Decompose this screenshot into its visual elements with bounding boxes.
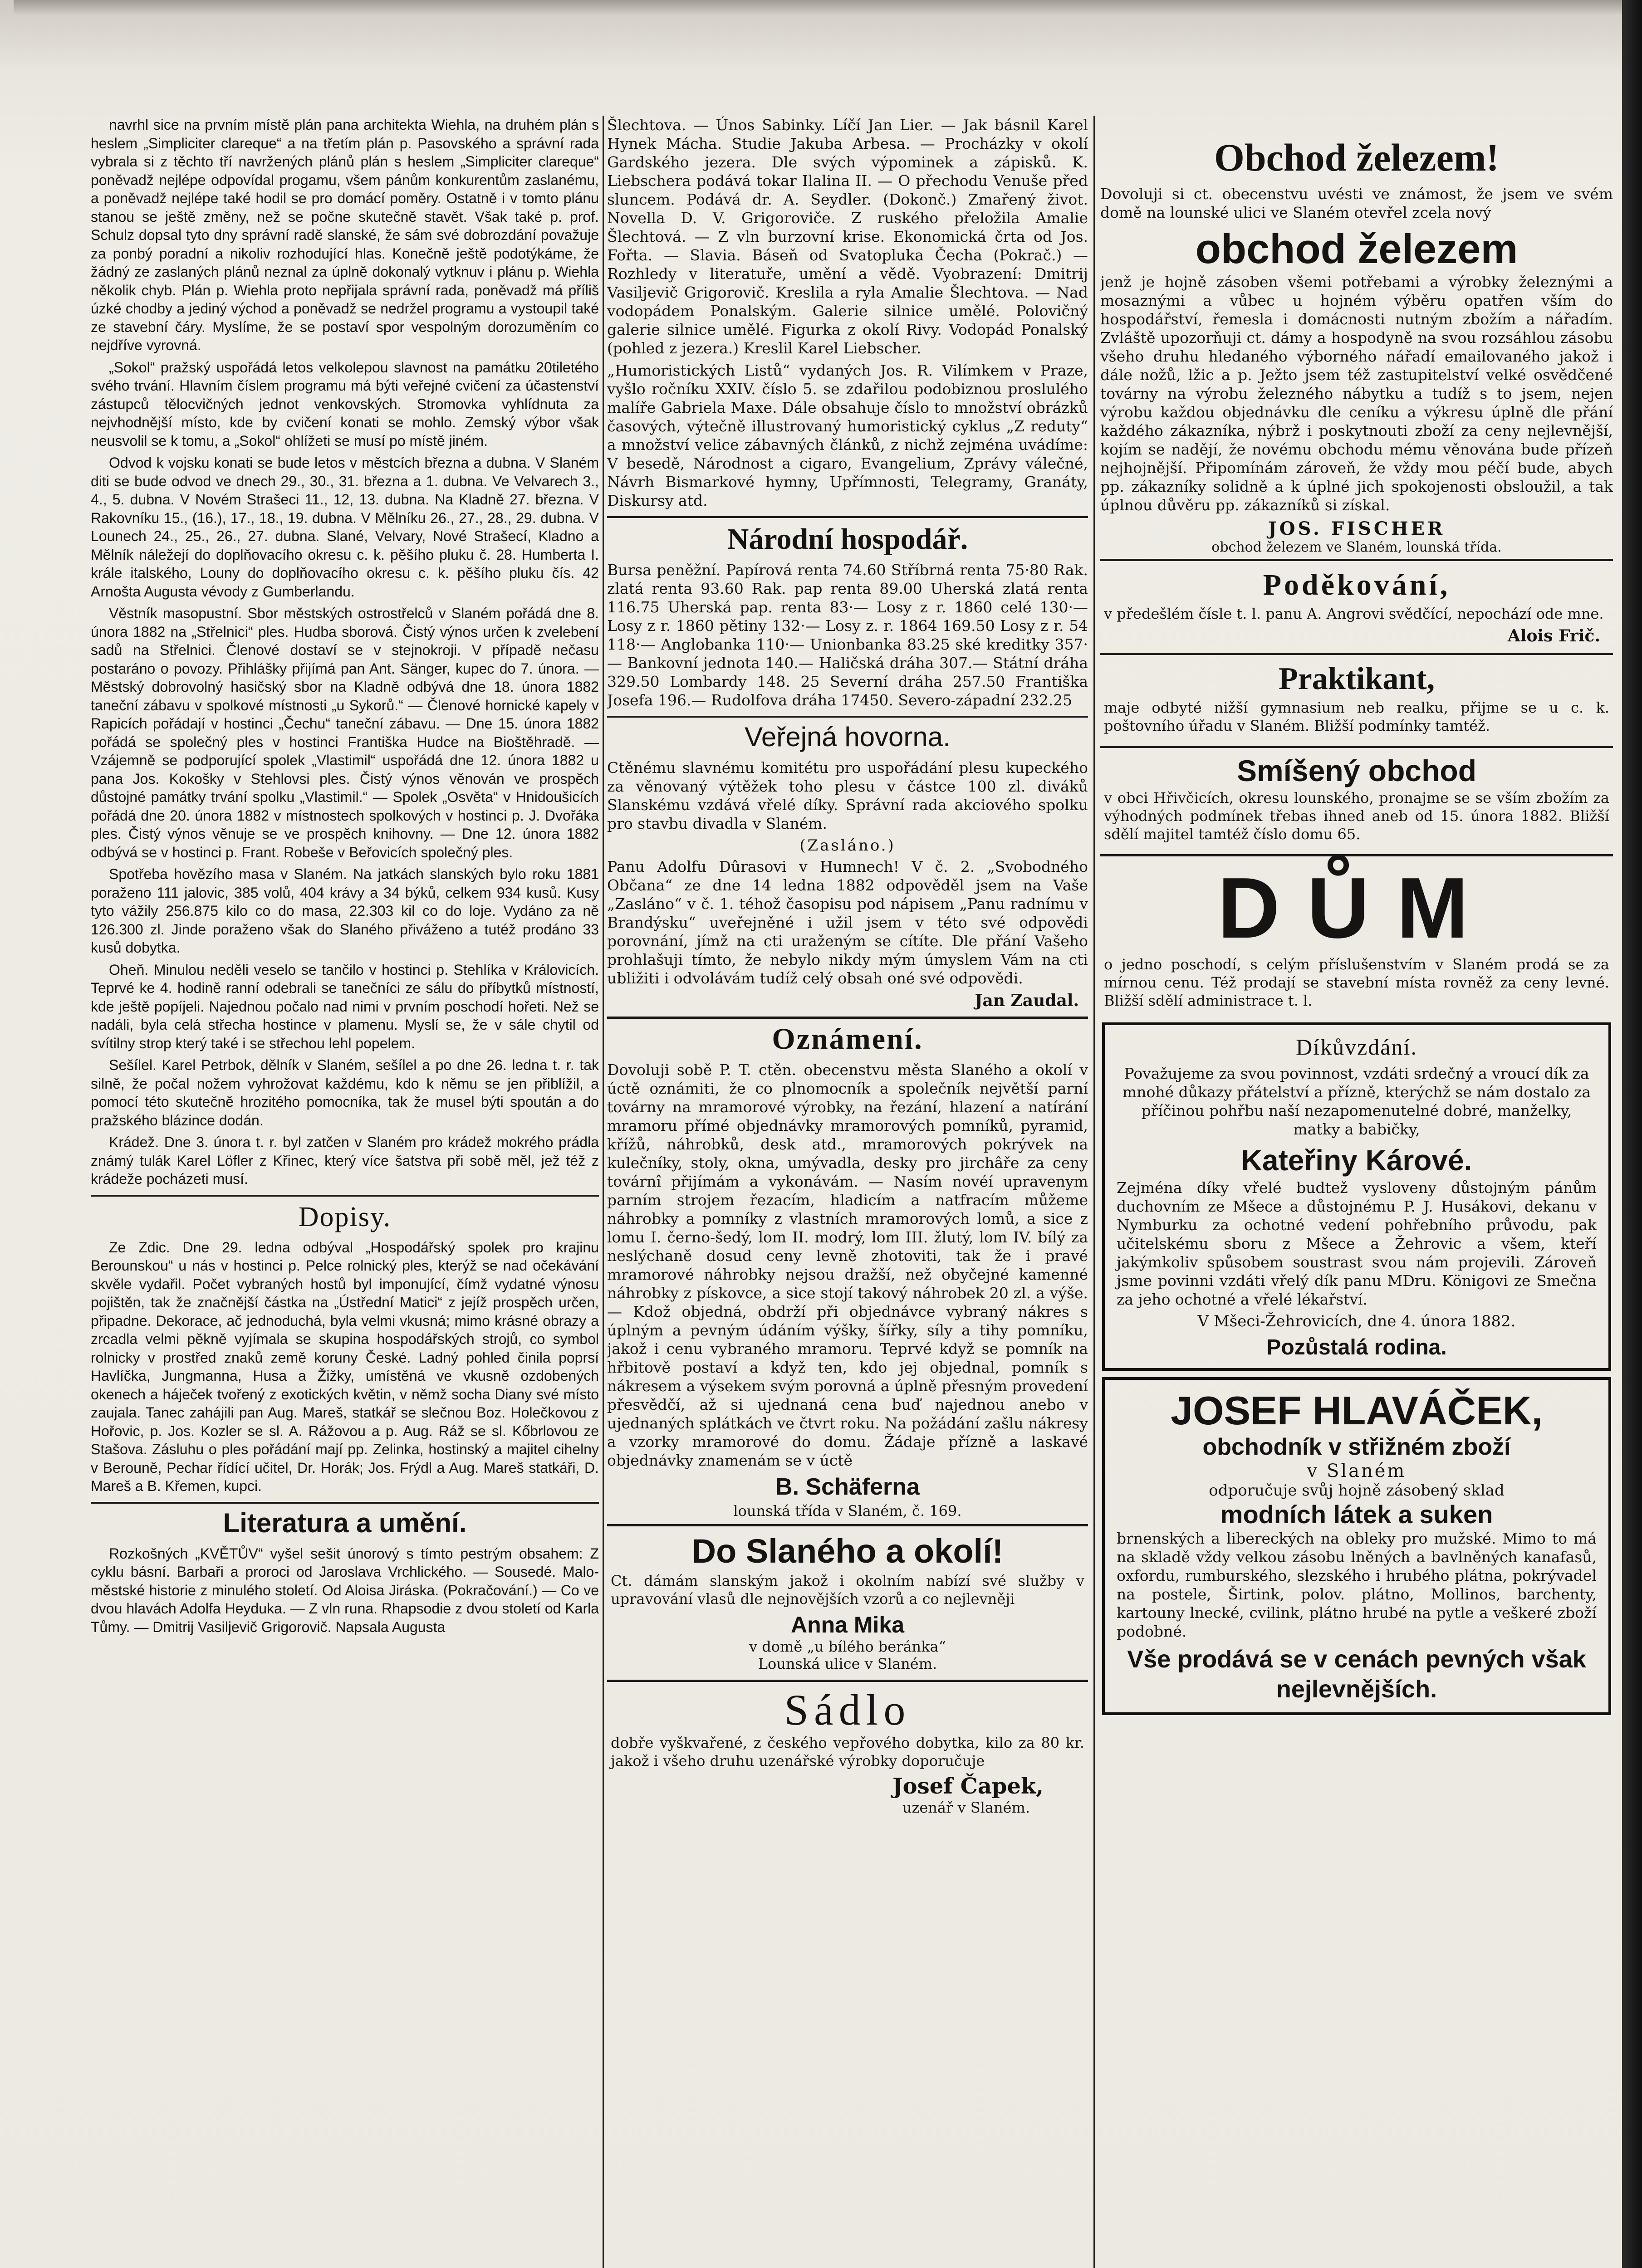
hlavacek-intro: odporučuje svůj hojně zásobený sklad: [1209, 1481, 1505, 1500]
hlavacek-place: v Slaném: [1307, 1461, 1407, 1481]
ad-mramor-text: Dovoluji sobě P. T. ctěn. obecenstvu města Slaného a okolí v úctě oznámiti, že co plnomocník a společník největší parní továrny na mramorové výrobky, na řezání, hlazení a natírání mramoru přímé objednávky mramorových pomníků, pyramid, křížů, náhrobků, desk atd., mramorových pokrývek na kulečníky, stoly, okna, umývadla, desky pro jirchâře za ceny továrnî přijímám a vykonávám. — Nasím novéí upravenym parním strojem řezacím, hladicím a natfracím můžeme náhrobky a pomníky z vlastních mramorových lomů, a sice z lomu I. černo-šedý, lom II. modrý, lom III. žlutý, lom IV. bílý za neslýchaně dosud ceny levně zhotoviti, tak že i pravé mramorové náhrobky nejsou dražší, než obyčejné kamenné náhrobky z pískovce, a sice stojí takový náhrobek 20 zl. a výše. — Kdož objedná, obdrží při objednávce vybraný nákres s úplným a pevným údáním výšky, šířky, síly a tihy pomníku, jakož i cenu vybraného mramoru. Teprvé když se pomník na hřbitově postaví a když ten, kdo jej objednal, pomník s nákresem a výsekem svým porovná a úplně přesným provedení přesvědčí, až si ujednaná cena buď najednou anebo v ujednaných splátkách ve čtvrt roku. Na požádání zašlu nákresy a vzorky mramorové do domu. Žádaje přízně a laskavé objednávky znamenám se v úctě: [607, 1061, 1088, 1469]
ad-mika-street: Lounská ulice v Slaném.: [758, 1655, 937, 1672]
article-competition: navrhl sice na prvním místě plán pana architekta Wiehla, na druhém plán s heslem „Simpliciter clareque“ a na třetím plán p. Pasovského a správní rada vybrala si z těchto tří navržených plánů plán s heslem „Simpliciter clareque“ poněvadž nejlépe odpovídal progamu, všem pánům konkurentům zaslanému, a poněvadž nejlépe také hodil se pro domácí poměry. Ostatně i v tomto plánu stanou se ještě změny, než se počne skutečně stavět. Však také p. prof. Schulz dopsal tyto dny správní radě slanské, že sám své dobrozdání považuje za ponbý poradní a nikoliv rozhodující hlas. Konečně ještě podotýkáme, že žádný ze zaslaných plánů neznal za úplně dokonalý vytknuv i plánu p. Wiehla několik chyb. Plán p. Wiehla proto nepřijala správní rada, poněvadž má příliš úzké chodby a jediný východ a poněvadž se nedržel programu a vystoupil také ze stavební čáry. Myslíme, že se postaví spor vespolným dorozuměním co nejdříve vyrovná.: [91, 117, 599, 353]
column-right: [1100, 116, 1613, 2268]
heading-podekovani: Poděkování,: [1263, 568, 1451, 601]
column-left: [91, 116, 599, 2268]
heading-dum: DŮM: [1217, 860, 1496, 956]
scan-border-right: [1622, 0, 1642, 2268]
ad-mika-address: v domě „u bílého beránka“: [749, 1638, 946, 1655]
heading-sadlo: Sádlo: [784, 1686, 911, 1734]
ad-sadlo-text: dobře vyškvařené, z českého vepřového dobytka, kilo za 80 kr. jakož i všeho druhu uzenářské výrobky doporučuje: [611, 1734, 1084, 1769]
ad-fischer-text: jenž je hojně zásoben všemi potřebami a výrobky železnými a mosaznými a vůbec u hojném výběru opatřen vším do hospodářství, řemesla i domácnosti nutným zbožím a nářadím. Zvláště upozorňuji ct. dámy a hospodyně na svou rozsáhlou zásobu všeho druhu hledaného výborného nářadí emailovaného jakož i dále nožů, lžic a p. Ježto jsem též zastupitelství velké osvědčené továrny na výrobu železného nábytku a tudíž s to jsem, nejen výrobu každou objednávku dle ceníku a výkresu úplně dle přání každého zákazníka, nýbrž i poskytnouti zboží za ceny nejlevnější, kojím se nadějí, že novému obchodu mému věnována bude přízeň nejhojnější. Připomínám zároveň, že vždy mou péčí bude, abych pp. zákazníky solidně a k úplné jich spokojenosti obsloužil, a tak úplnou důvěru pp. zákazníků si získal.: [1100, 273, 1613, 514]
article-kradez: Krádež. Dne 3. února t. r. byl zatčen v Slaném pro krádež mokrého prádla známý tulák Karel Löfler z Křinec, který více šatstva při sobě měl, jež též z krádeže pocházeti musí.: [91, 1134, 599, 1187]
ad-smiseny-text: v obci Hřivčicích, okresu lounského, pronajme se se vším zbožím za výhodných podmínek třebas ihned aneb od 15. února 1882. Bližší sdělí majitel tamtéž číslo domu 65.: [1104, 789, 1609, 843]
zaslano-label: (Zasláno.): [799, 836, 896, 855]
column-rule: [1093, 116, 1095, 2268]
heading-oznameni: Oznámení.: [607, 1017, 1088, 1057]
column-middle: [607, 116, 1088, 2268]
article-zaslano: Panu Adolfu Dûrasovi v Humnech! V č. 2. „Svobodného Občana“ ze dne 14 ledna 1882 odpověděl jsem na Vaše „Zasláno“ v č. 1. téhož časopisu pod nápisem „Panu radnímu v Brandýsku“ uveřejněné i užil jsem v této své odpovědi porovnání, jímž na cti uraženým se cítíte. Dle přání Vašeho prohlašuji tímto, že nebylo nikdy mým úmyslem Vám na cti ubližiti i odvolávám tudíž celý obsah oné své odpovědi.: [607, 858, 1088, 987]
ad-fischer-sign: JOS. FISCHER: [1268, 518, 1446, 539]
heading-hovorna: Veřejná hovorna.: [607, 716, 1088, 755]
dik-text: Považujeme za svou povinnost, vzdáti srdečný a vroucí dík za mnohé důkazy přátelství a přízně, kterýchž se nám dostalo za příčinou pohřbu naší nezapomenutelné dobré, manželky, matky a babičky,: [1122, 1065, 1591, 1138]
ad-hlavacek: [1102, 1377, 1611, 1715]
article-masopust: Věstník masopustní. Sbor městských ostrostřelců v Slaném pořádá dne 8. února 1882 na „Střelnici“ ples. Hudba sborová. Čistý výnos určen k zvelebení sadů na Střelnici. Členové dostaví se v stejnokroji. V případě nečasu postaráno o povozy. Přihlášky přijímá pan Ant. Sänger, kupec do 7. února. — Městský dobrovolný hasičský sbor na Kladně odbývá dne 18. února 1882 taneční zábavu v spolkové místnosti „u Sykorů.“ — Členové hornické kapely v Rapicích pořádají v hostinci „Čechu“ taneční zábavu. — Dne 15. února 1882 pořádá se společný ples v hostinci Františka Hudce na Bioštěhradě. — Vzájemně se podporující spolek „Vlastimil“ uspořádá dne 12. února 1882 u pana Jos. Kokošky v Stehlovsi ples. Čistý výnos věnován ve prospěch důstojné památky trvání spolku „Vlastimil.“ — Spolek „Osvěta“ v Hnidoušicích pořádá dne 20. února 1882 v místnostech spolkových v hostinci p. J. Dvořáka ples. Čistý výnos věnuje se ve prospěch knihovny. — Dne 12. února 1882 odbývá se v hostinci p. Frant. Robeše v Beřovicích společný ples.: [91, 605, 599, 860]
ad-capek-name: Josef Čapek,: [892, 1774, 1044, 1799]
article-kvety: Rozkošných „KVĚTŮV“ vyšel sešit únorový s tímto pestrým obsahem: Z cyklu básní. Barbaři a proroci od Jaroslava Vrchlického. — Sousedé. Malo-městské historie z minulého století. Od Aloisa Jiráska. (Pokračování.) — Co ve dvou hlavách Adolfa Heyduka. — Z vln runa. Rhapsodie z dvou století od Karla Tůmy. — Dmitrij Vasiljevič Grigorovič. Napsala Augusta: [91, 1545, 599, 1635]
scan-shadow-top: [14, 0, 1633, 14]
ad-fric-text: v předešlém čísle t. l. panu A. Angrovi svědčící, nepochází ode mne.: [1104, 605, 1604, 622]
signature-schaferna: B. Schäferna: [775, 1474, 920, 1500]
dik-thanks: Zejména díky vřelé budtež vysloveny důstojným pánům duchovním ze Mšece a důstojnému P. J. Husákovi, dekanu v Nymburku za ochotné vedení pohřebního průvodu, pak učitelskému sboru z Mšece a Žehrovic a všem, kteří jakýmkoliv spůsobem soustrast svou nám projevili. Zároveň jsme povinni vzdáti vřelý dík panu MDru. Königovi ze Smečna za jeho ochotné a vřelé lékařství.: [1117, 1179, 1597, 1308]
heading-hospodar: Národní hospodář.: [607, 516, 1088, 557]
heading-praktikant: Praktikant,: [1278, 661, 1435, 696]
ad-fischer-address: obchod železem ve Slaném, lounská třída.: [1211, 539, 1502, 555]
article-ples-dik: Ctěnému slavnému komitétu pro uspořádání plesu kupeckého za věnovaný výtěžek toho plesu v částce 100 zl. diváků Slanskému vzdává vřelé díky. Správní rada akciového spolku pro stavbu divadla v Slaném.: [607, 759, 1088, 832]
article-sesilel: Sešílel. Karel Petrbok, dělník v Slaném, sešílel a po dne 26. ledna t. r. tak silně, že počal nožem vyhrožovat každému, kdo k němu se jen přiblížil, a pomocí této skutečně hrozitého pomocníka, tak že musel býti spoután a do pražského blázince dodán.: [91, 1057, 599, 1129]
article-maso: Spotřeba hovězího masa v Slaném. Na jatkách slanských bylo roku 1881 poraženo 111 jalovic, 385 volů, 404 krávy a 34 býků, celkem 934 kusů. Kusy tyto vážily 256.875 kilo co do masa, 22.303 kil co do loje. Vydáno za ně 126.300 zl. Jinde poraženo však do Slaného přiváženo a tutéž prodáno 33 kusů dobytka.: [91, 866, 599, 956]
heading-do-slaneho: Do Slaného a okolí!: [691, 1532, 1004, 1570]
ad-mika-name: Anna Mika: [790, 1612, 905, 1637]
dik-sign: Pozůstalá rodina.: [1266, 1335, 1447, 1359]
hlavacek-closing: Vše prodává se v cenách pevných však nejlevnějších.: [1127, 1646, 1586, 1703]
article-humoristicke: „Humoristických Listů“ vydaných Jos. R. Vilímkem v Praze, vyšlo ročníku XXIV. číslo 5. se zdařilou podobiznou proslulého malíře Gabriela Maxe. Dále obsahuje číslo to množství obrázků časových, výtečně illustrovaný humoristický cyklus „Z reduty“ a množství velice zábavných článků, z nichž zejména uvádíme: V besedě, Národnost a cigaro, Evangelium, Zprávy válečné, Návrh Bismarkové hymny, Upřímnosti, Telegramy, Granáty, Diskursy atd.: [607, 362, 1088, 509]
heading-dopisy: Dopisy.: [91, 1195, 599, 1235]
heading-literatura: Literatura a umění.: [91, 1502, 599, 1541]
ad-praktikant-text: maje odbyté nižší gymnasium neb realku, přijme se u c. k. poštovního úřadu v Slaném. Bližší podmínky tamtéž.: [1104, 699, 1609, 734]
column-rule: [603, 116, 604, 2268]
signature-zaudal: Jan Zaudal.: [975, 991, 1079, 1010]
article-odvod: Odvod k vojsku konati se bude letos v městcích března a dubna. V Slaném diti se bude odvod ve dnech 29., 30., 31. března a 1. dubna. Ve Velvarech 3., 4., 5. dubna. V Novém Strašeci 11., 12, 13. dubna. Na Kladně 27. března. V Rakovníku 15., (16.), 17., 18., 19. dubna. V Mělníku 26., 27., 28., 29. dubna. V Lounech 24., 25., 26., 27. dubna. Slané, Velvary, Nové Strašecí, Kladno a Mělník náležejí do doplňovacího okresu c. k. pěšího pluku č. 28. Humberta I. krále italského, Louny do doplňovacího okresu c. k. pěšího pluku čís. 42 Arnošta Augusta vévody z Gumberlandu.: [91, 455, 599, 600]
ad-mika-text: Ct. dámám slanským jakož i okolním nabízí své služby v upravování vlasů dle nejnovějších vzorů a co nejlevněji: [611, 1572, 1084, 1608]
heading-modni-latky: modních látek a suken: [1220, 1500, 1493, 1529]
article-zdice: Ze Zdic. Dne 29. ledna odbýval „Hospodářský spolek pro krajinu Berounskou“ u nás v hostinci p. Pelce rolnický ples, kterýž se nad očekávání skvěle vydařil. Počet vybraných hostů byl imponující, čímž vydatné výnosu pojištěn, tak že značnější částka na „Ústřední Matici“ z jejíž prospěch určen, připadne. Dekorace, ač jednoduchá, byla velmi vkusná; mimo krásné obrazy a zrcadla velmi pěkně vyjímala se skupina hospodářských strojů, co symbol rolnicky v prostřed znaků země koruny České. Ladný pohled činila poprsí Havlíčka, Jungmanna, Husa a Žižky, umístěná ve vkusně ozdobených okenech a háječek tvořený z exotických květin, v němž socha Diany své místo zaujala. Tanec zahájili pan Aug. Mareš, statkář se slečnou Boz. Holečkovou z Hořovic, p. Jos. Kozler se sl. A. Rážovou a p. Aug. Ráž se sl. Kőbrlovou ze Stašova. Zásluhu o ples pořádání mají pp. Zelinka, hostinský a majitel cihelny v Berouně, Pechar řídící učitel, Dr. Horák; Jos. Frýdl a Aug. Mareš statkáři, D. Mareš a B. Křemen, kupci.: [91, 1239, 599, 1494]
heading-hlavacek: JOSEF HLAVÁČEK,: [1171, 1388, 1543, 1433]
dik-name: Kateřiny Kárové.: [1241, 1144, 1472, 1177]
article-bursa: Bursa peněžní. Papírová renta 74.60 Stříbrná renta 75·80 Rak. zlatá renta 93.60 Rak. pap renta 89.00 Uherská zlatá renta 116.75 Uherská pap. renta 83·— Losy z r. 1860 celé 130·— Losy z r. 1860 pětiny 132·— Losy z. r. 1864 169.50 Losy z r. 54 118·— Anglobanka 110·— Unionbanka 83.25 ské kreditky 357·— Bankovní jednota 140.— Haličská dráha 307.— Státní dráha 329.50 Lombardy 148. 25 Severní dráha 257.50 Františka Josefa 196.— Rudolfova dráha 17450. Severo-západní 232.25: [607, 561, 1088, 709]
ad-capek-role: uzenář v Slaném.: [902, 1799, 1030, 1816]
article-ohen: Oheň. Minulou neděli veselo se tančilo v hostinci p. Stehlíka v Královicích. Teprvé ke 4. hodině ranní odebrali se tanečníci ze sálu do příbytků místností, kde ještě popíjeli. Najednou počalo nad nimi v prvním poschodí hořeti. Než se nadáli, byla celá střecha hostince v plamenu. Myslí se, že v sále chytil od svítilny strop který také i se střechou lehl popelem.: [91, 961, 599, 1051]
article-kvety-cont: Šlechtova. — Únos Sabinky. Líčí Jan Lier. — Jak básnil Karel Hynek Mácha. Studie Jakuba Arbesa. — Procházky v okolí Gardského jezera. Dle svých výpominek a zápisků. K. Liebschera podává tokar Ilalina II. — O přechodu Venuše před sluncem. Podává dr. A. Seydler. (Dokonč.) Zmařený život. Novella D. V. Grigoroviče. Z ruského přeložila Amalie Šlechtová. — Z vln burzovní krise. Ekonomická črta od Jos. Fořta. — Slavia. Báseň od Svatopluka Čecha (Pokrač.) — Rozhledy v literatuře, umění a vědě. Vyobrazení: Dmitrij Vasiljevič Grigorovič. Kreslila a ryla Amalie Šlechtova. — Nad vodopádem Ponalským. Galerie silnice umělé. Polovičný galerie silnice umělé. Figurka z okolí Rivy. Vodopád Ponalský (pohled z jezera.) Kreslil Karel Liebscher.: [607, 116, 1088, 357]
heading-obchod-zelezem-2: obchod železem: [1195, 226, 1518, 272]
hlavacek-text: brnenských a libereckých na obleky pro mužské. Mimo to má na skladě vždy velkou zásobu lněných a bavlněných kanafasů, oxfordu, rumburského, slezského i hrubého plátna, pokrývadel na postele, Širtink, polov. plátno, Mollinos, barchenty, kartouny lnecké, cvilink, plátno hrubé na pytle a veškeré zboží podobné.: [1117, 1530, 1597, 1640]
heading-smiseny-obchod: Smíšený obchod: [1236, 754, 1477, 787]
address-schaferna: lounská třída v Slaném, č. 169.: [733, 1502, 962, 1520]
ad-dum-text: o jedno poschodí, s celým příslušenstvím v Slaném prodá se za mírnou cenu. Též prodají se stavební místa rovněž za ceny levné. Bližší sdělí administrace t. l.: [1104, 956, 1609, 1009]
heading-obchod-zelezem: Obchod železem!: [1214, 136, 1500, 179]
heading-dikuvzdani: Díkůvzdání.: [1296, 1034, 1417, 1060]
heading-hlavacek-2: obchodník v střižném zboží: [1202, 1434, 1511, 1460]
article-sokol: „Sokol“ pražský uspořádá letos velkolepou slavnost na památku 20tiletého svého trvání. Hlavním číslem programu má býti veřejné cvičení za účastenství zástupců tělocvičných jednot venkovských. Stromovka vyhlídnuta za nejvhodnější místo, kde by cvičení konati se mohlo. Zemský výbor však neusvolil se k tomu, a „Sokol“ ohlížeti se musí po místě jiném.: [91, 359, 599, 449]
ad-fischer-intro: Dovoluji si ct. obecenstvu uvésti ve známost, že jsem ve svém domě na lounské ulici ve Slaném otevřel zcela nový: [1100, 185, 1613, 221]
notice-dikuvzdani: [1102, 1022, 1611, 1371]
ad-fric-sign: Alois Frič.: [1507, 626, 1600, 645]
dik-place: V Mšeci-Žehrovicích, dne 4. února 1882.: [1197, 1312, 1516, 1330]
